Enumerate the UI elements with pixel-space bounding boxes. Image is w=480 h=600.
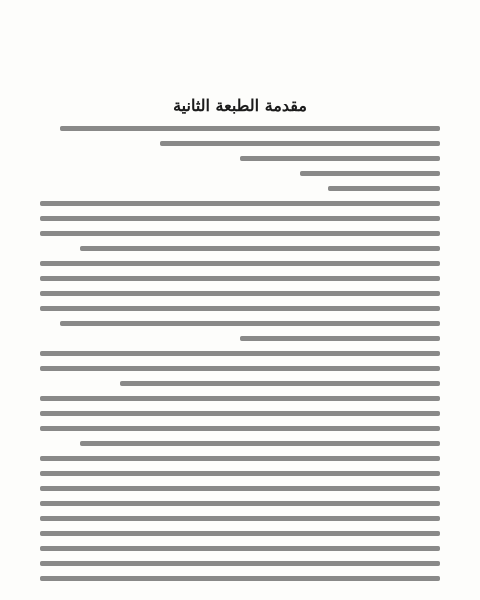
text-line-placeholder (328, 186, 440, 191)
text-line-placeholder (40, 471, 440, 476)
text-line-placeholder (40, 261, 440, 266)
paragraph (40, 456, 440, 506)
text-line-placeholder (240, 156, 440, 161)
text-line-placeholder (40, 501, 440, 506)
text-line-placeholder (80, 246, 440, 251)
text-line-placeholder (40, 516, 440, 521)
text-line-placeholder (40, 276, 440, 281)
text-line-placeholder (40, 411, 440, 416)
text-line-placeholder (40, 426, 440, 431)
paragraph (40, 351, 440, 386)
text-line-placeholder (40, 366, 440, 371)
text-line-placeholder (40, 306, 440, 311)
text-line-placeholder (300, 171, 440, 176)
page-heading: مقدمة الطبعة الثانية (173, 96, 307, 115)
text-line-placeholder (40, 561, 440, 566)
text-line-placeholder (60, 126, 440, 131)
text-line-placeholder (40, 531, 440, 536)
text-line-placeholder (40, 291, 440, 296)
text-line-placeholder (40, 576, 440, 581)
paragraph (40, 396, 440, 446)
paragraph (40, 261, 440, 341)
text-line-placeholder (40, 486, 440, 491)
text-line-placeholder (40, 231, 440, 236)
text-line-placeholder (80, 441, 440, 446)
text-line-placeholder (40, 201, 440, 206)
paragraph-opening (40, 126, 440, 191)
text-line-placeholder (240, 336, 440, 341)
text-line-placeholder (40, 351, 440, 356)
paragraph (40, 201, 440, 251)
text-line-placeholder (40, 396, 440, 401)
body-text (40, 126, 440, 596)
paragraph (40, 516, 440, 581)
text-line-placeholder (40, 216, 440, 221)
text-line-placeholder (120, 381, 440, 386)
text-line-placeholder (160, 141, 440, 146)
text-line-placeholder (60, 321, 440, 326)
text-line-placeholder (40, 456, 440, 461)
text-line-placeholder (40, 546, 440, 551)
